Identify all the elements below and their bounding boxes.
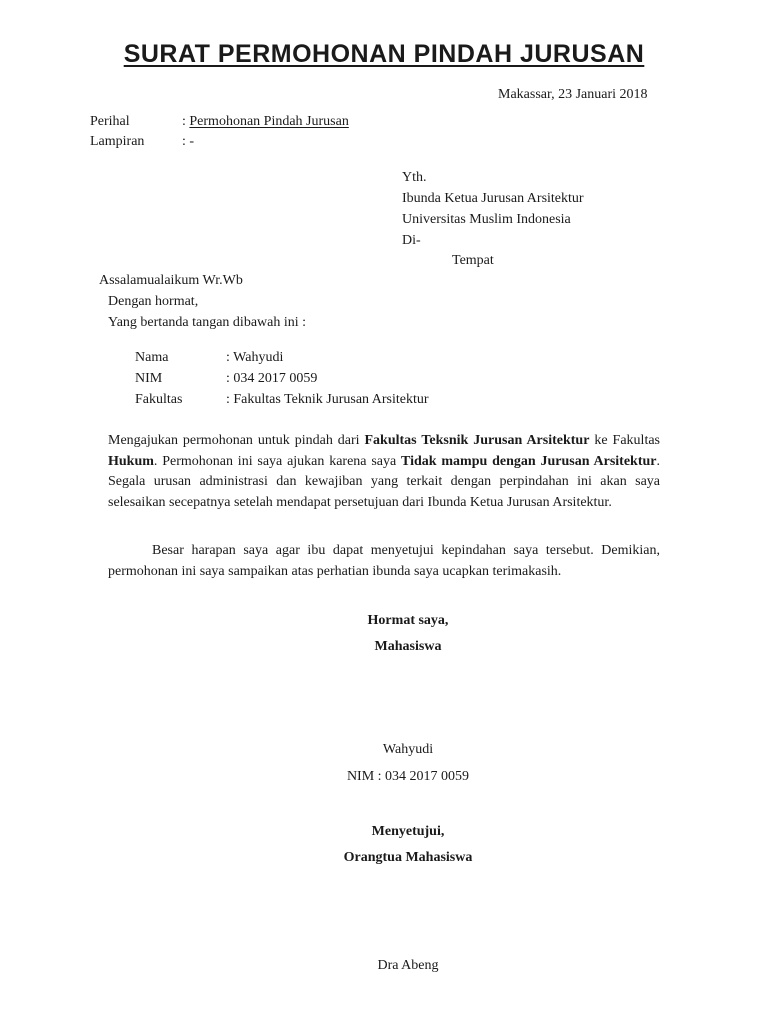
p1-bold-reason: Tidak mampu dengan Jurusan Arsitektur [401, 453, 657, 469]
p1-bold-destination: Hukum [108, 453, 154, 469]
approve-label: Menyetujui, [371, 824, 445, 839]
intro-line: Yang bertanda tangan dibawah ini : [108, 315, 307, 330]
identity-value-fakultas: : Fakultas Teknik Jurusan Arsitektur [226, 392, 429, 407]
identity-label-nim: NIM [135, 371, 163, 386]
closing-hormat: Hormat saya, [367, 613, 449, 628]
identity-value-nim: : 034 2017 0059 [226, 371, 318, 386]
approver-role: Orangtua Mahasiswa [343, 850, 473, 865]
p1-text-3: . Permohonan ini saya ajukan karena saya [153, 453, 402, 469]
recipient-yth: Yth. [402, 170, 427, 185]
letter-date: Makassar, 23 Januari 2018 [498, 87, 648, 102]
paragraph-closing: Besar harapan saya agar ibu dapat menyetujui kepindahan saya tersebut. Demikian, permohonan ini saya sampaikan atas perhatian ibunda saya ucapkan terimakasih. [108, 543, 660, 579]
p1-bold-origin: Fakultas Teksnik Jurusan Arsitektur [364, 433, 590, 448]
recipient-name: Ibunda Ketua Jurusan Arsitektur [402, 191, 584, 206]
approver-name: Dra Abeng [377, 958, 439, 973]
signer-nim: NIM : 034 2017 0059 [346, 769, 470, 784]
p1-text-1: Mengajukan permohonan untuk pindah dari [108, 433, 365, 448]
letter-title: SURAT PERMOHONAN PINDAH JURUSAN [123, 40, 645, 68]
identity-label-nama: Nama [135, 350, 169, 365]
perihal-colon: : [182, 114, 186, 129]
perihal-text: Permohonan Pindah Jurusan [189, 114, 349, 129]
identity-value-nama: : Wahyudi [226, 350, 284, 365]
paragraph-request [108, 431, 660, 513]
lampiran-value: : - [182, 134, 195, 149]
perihal-value [182, 114, 349, 130]
recipient-di: Di- [402, 233, 421, 248]
dengan-hormat: Dengan hormat, [108, 294, 199, 309]
p1-text-4: . Segala urusan administrasi dan kewajiban yang terkait dengan perpindahan ini akan saya selesaikan secepatnya setelah mendapat persetujuan dari Ibunda Ketua Jurusan Arsitektur. [108, 453, 661, 510]
signer-name: Wahyudi [382, 742, 434, 757]
identity-label-fakultas: Fakultas [135, 392, 183, 407]
perihal-label: Perihal [90, 114, 130, 129]
recipient-institution: Universitas Muslim Indonesia [402, 212, 571, 227]
recipient-tempat: Tempat [452, 253, 494, 268]
p1-text-2: ke Fakultas [589, 433, 661, 448]
salam: Assalamualaikum Wr.Wb [99, 273, 243, 288]
closing-role: Mahasiswa [374, 639, 442, 654]
lampiran-label: Lampiran [90, 134, 145, 149]
